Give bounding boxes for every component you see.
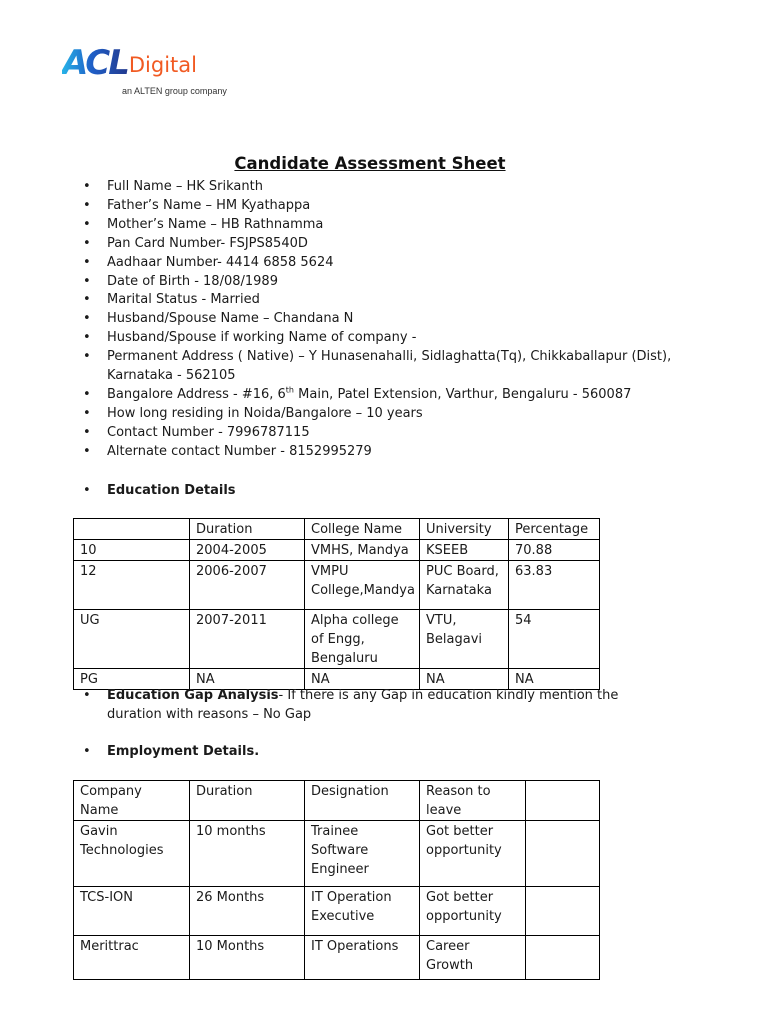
list-item-aadhaar: • Aadhaar Number- 4414 6858 5624	[82, 254, 682, 273]
list-item-spouse-company: • Husband/Spouse if working Name of company -	[82, 329, 682, 348]
table-cell: PG	[74, 669, 190, 690]
table-header-cell: University	[420, 519, 509, 540]
table-header-cell	[526, 781, 600, 821]
table-row	[74, 936, 600, 980]
education-heading-label: Education Details	[107, 483, 236, 498]
personal-details-list	[82, 178, 682, 462]
education-gap-heading: Education Gap Analysis	[107, 688, 279, 703]
table-cell: NA	[420, 669, 509, 690]
table-header-cell	[74, 519, 190, 540]
table-cell: 12	[74, 561, 190, 610]
table-cell: Career Growth	[420, 936, 526, 980]
table-cell: Merittrac	[74, 936, 190, 980]
bangalore-address-prefix: Bangalore Address - #16, 6	[107, 386, 286, 402]
table-header-cell: Reason to leave	[420, 781, 526, 821]
table-cell: IT Operations	[305, 936, 420, 980]
page-title: Candidate Assessment Sheet	[234, 154, 506, 173]
list-item-spouse-name: • Husband/Spouse Name – Chandana N	[82, 310, 682, 329]
table-row	[74, 540, 600, 561]
bangalore-address-suffix: Main, Patel Extension, Varthur, Bengaluru - 560087	[294, 386, 632, 402]
education-section-heading	[82, 481, 707, 500]
education-gap-text: - If there is any Gap in education kindly mention the duration with reasons – No Gap	[107, 688, 619, 722]
table-cell: Trainee Software Engineer	[305, 821, 420, 887]
table-cell: Alpha college of Engg, Bengaluru	[305, 610, 420, 669]
table-row	[74, 821, 600, 887]
table-cell: VTU, Belagavi	[420, 610, 509, 669]
table-cell: 2007-2011	[190, 610, 305, 669]
list-item-alternate-contact: • Alternate contact Number - 8152995279	[82, 443, 682, 462]
list-item-contact-number: • Contact Number - 7996787115	[82, 424, 682, 443]
table-cell: PUC Board, Karnataka	[420, 561, 509, 610]
employment-heading-label: Employment Details.	[107, 744, 260, 759]
company-logo	[62, 44, 242, 100]
table-cell: VMHS, Mandya	[305, 540, 420, 561]
list-item-permanent-address: • Permanent Address ( Native) – Y Hunasenahalli, Sidlaghatta(Tq), Chikkaballapur (Dist), Karnataka - 562105	[82, 348, 682, 386]
list-item-full-name: • Full Name – HK Srikanth	[82, 178, 682, 197]
table-header-row	[74, 519, 600, 540]
table-cell: 10	[74, 540, 190, 561]
table-header-cell: Duration	[190, 781, 305, 821]
table-cell: KSEEB	[420, 540, 509, 561]
logo-tagline: an ALTEN group company	[122, 86, 227, 96]
list-item-father-name: • Father’s Name – HM Kyathappa	[82, 197, 682, 216]
table-row	[74, 610, 600, 669]
table-header-cell: College Name	[305, 519, 420, 540]
list-item-residing-duration: • How long residing in Noida/Bangalore – 10 years	[82, 405, 682, 424]
list-item-bangalore-address	[82, 386, 682, 405]
table-header-cell: Percentage	[509, 519, 600, 540]
employment-section-heading	[82, 742, 707, 761]
table-cell	[526, 821, 600, 887]
list-item-pan-card: • Pan Card Number- FSJPS8540D	[82, 235, 682, 254]
employment-table	[73, 780, 600, 980]
table-cell: IT Operation Executive	[305, 887, 420, 936]
table-header-cell: Company Name	[74, 781, 190, 821]
table-cell: NA	[305, 669, 420, 690]
list-item-mother-name: • Mother’s Name – HB Rathnamma	[82, 216, 682, 235]
table-cell	[526, 936, 600, 980]
table-cell: UG	[74, 610, 190, 669]
table-row	[74, 887, 600, 936]
table-cell: 63.83	[509, 561, 600, 610]
logo-brand: ACL	[62, 43, 128, 83]
table-cell: VMPU College,Mandya	[305, 561, 420, 610]
table-cell: 10 months	[190, 821, 305, 887]
list-item-date-of-birth: • Date of Birth - 18/08/1989	[82, 273, 682, 292]
table-cell: 2006-2007	[190, 561, 305, 610]
education-gap-section	[82, 686, 677, 724]
table-cell: NA	[509, 669, 600, 690]
list-item-marital-status: • Marital Status - Married	[82, 291, 682, 310]
table-header-cell: Duration	[190, 519, 305, 540]
education-table	[73, 518, 600, 690]
table-cell: 2004-2005	[190, 540, 305, 561]
table-cell: 26 Months	[190, 887, 305, 936]
logo-product: Digital	[128, 53, 197, 77]
table-cell: Got better opportunity	[420, 887, 526, 936]
table-cell: 54	[509, 610, 600, 669]
table-cell: 10 Months	[190, 936, 305, 980]
table-cell: TCS-ION	[74, 887, 190, 936]
bangalore-address-sup: th	[285, 385, 295, 395]
table-cell: Gavin Technologies	[74, 821, 190, 887]
table-cell	[526, 887, 600, 936]
table-header-row	[74, 781, 600, 821]
table-row	[74, 561, 600, 610]
table-cell: NA	[190, 669, 305, 690]
table-cell: 70.88	[509, 540, 600, 561]
table-cell: Got better opportunity	[420, 821, 526, 887]
table-header-cell: Designation	[305, 781, 420, 821]
